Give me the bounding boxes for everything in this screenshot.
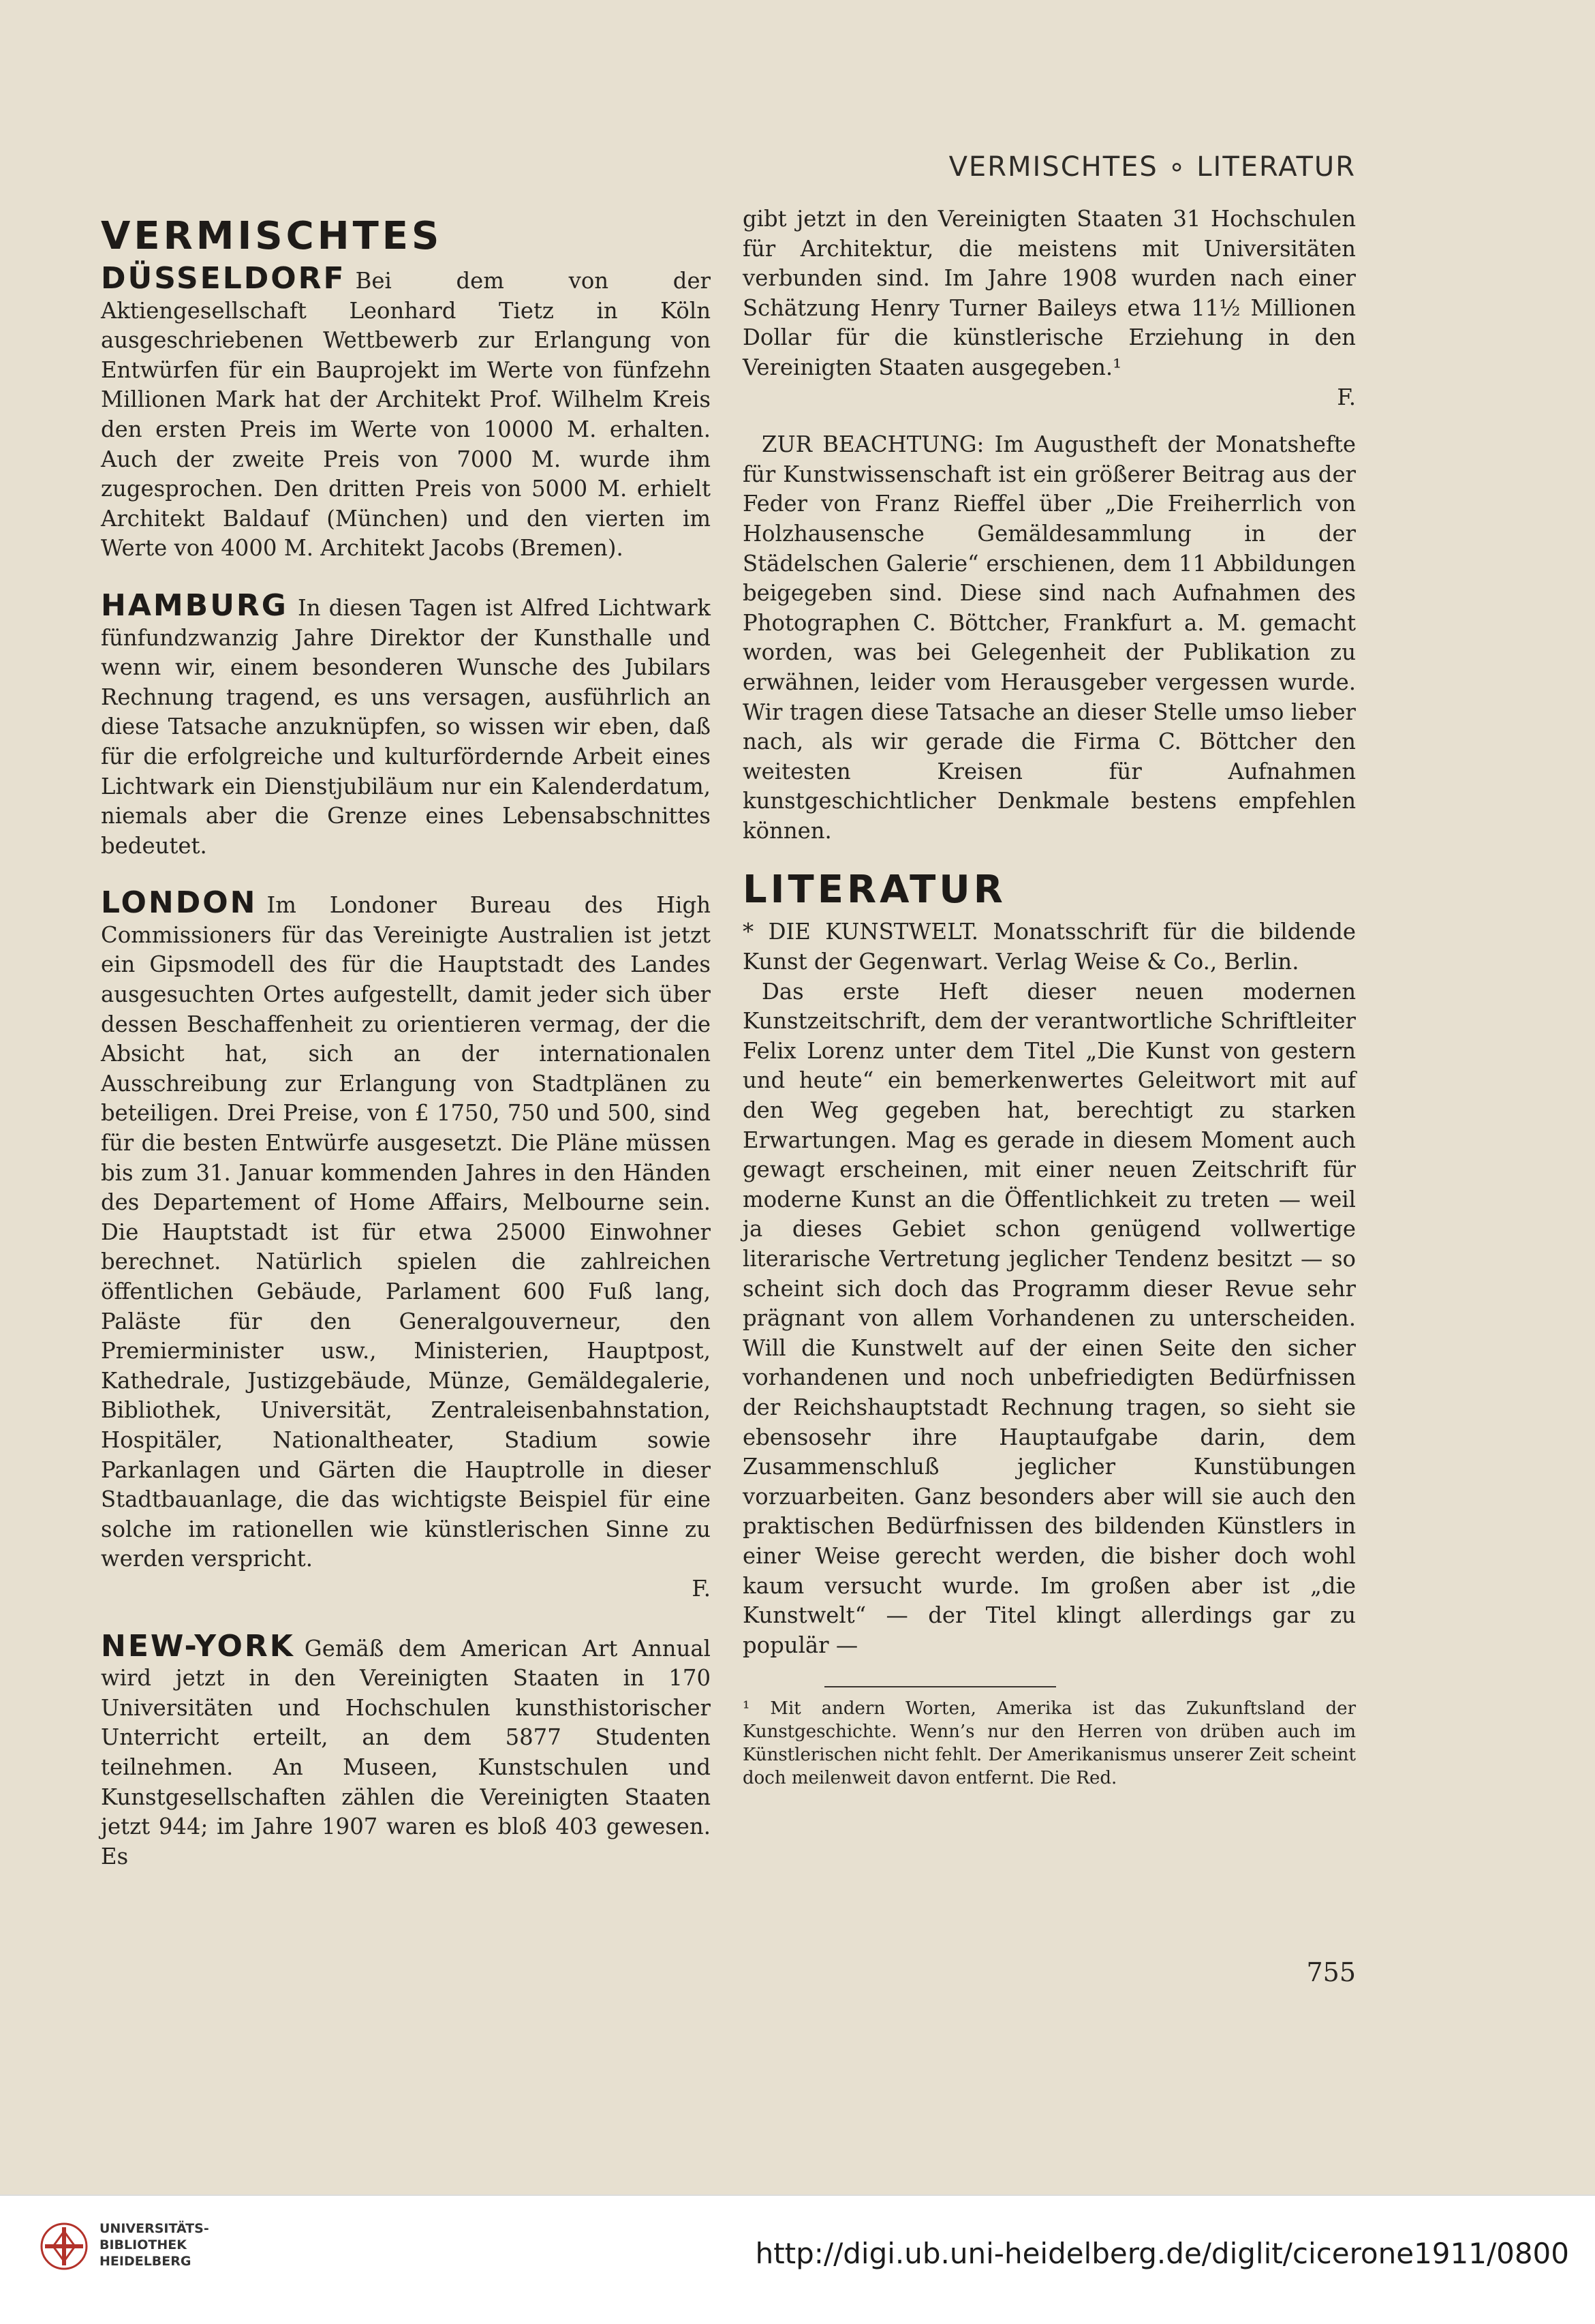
library-name-line: UNIVERSITÄTS- xyxy=(99,2221,209,2236)
literature-entry-body: Das erste Heft dieser neuen modernen Kunstzeitschrift, dem der verantwortliche Schriftleiter Felix Lorenz unter dem Titel „Die Kunst von gestern und heute“ ein bemerkenwertes Geleitwort mit auf den Weg gegeben hat, berechtigt zu starken Erwartungen. Mag es gerade in diesem Moment auch gewagt erscheinen, mit einer neuen Zeitschrift für moderne Kunst an die Öffentlichkeit zu treten — weil ja dieses Gebiet schon genügend vollwertige literarische Vertretung jeglicher Tendenz besitzt — so scheint sich doch das Programm dieser Revue sehr prägnant von allem Vorhandenen zu unterscheiden. Will die Kunstwelt auf der einen Seite den sicher vorhandenen und noch unbefriedigten Bedürfnissen der Reichshauptstadt Rechnung tragen, so sieht sie ebensosehr ihre Hauptaufgabe darin, dem Zusammenschluß jeglicher Kunstübungen vorzuarbeiten. Ganz besonders aber will sie auch den praktischen Bedürfnissen des bildenden Künstlers in einer Weise gerecht werden, die bisher doch wohl kaum versucht wurde. Im großen aber ist „die Kunstwelt“ — der Titel klingt allerdings gar zu populär — xyxy=(743,978,1356,1658)
entry-paragraph xyxy=(101,587,711,861)
entry-new-york xyxy=(101,1628,711,1872)
entry-signature: F. xyxy=(692,1575,711,1602)
entry-heading: HAMBURG xyxy=(101,587,288,623)
entry-signature: F. xyxy=(1337,384,1356,410)
entry-heading: NEW-YORK xyxy=(101,1628,295,1664)
entry-paragraph xyxy=(101,885,711,1604)
source-url-link[interactable]: http://digi.ub.uni-heidelberg.de/diglit/cicerone1911/0800 xyxy=(755,2237,1569,2270)
entry-hamburg xyxy=(101,587,711,861)
entry-text: In diesen Tagen ist Alfred Lichtwark fünfundzwanzig Jahre Direktor der Kunsthalle und wenn wir, einem besonderen Wunsche des Jubilars Rechnung tragend, es uns versagen, ausführlich an diese Tatsache anzuknüpfen, so wissen wir eben, daß für die erfolgreiche und kulturfördernde Arbeit eines Lichtwark ein Dienstjubiläum nur ein Kalenderdatum, niemals aber die Grenze eines Lebensabschnittes bedeutet. xyxy=(101,594,711,859)
entry-london xyxy=(101,885,711,1604)
entry-heading: LONDON xyxy=(101,885,258,921)
page-number: 755 xyxy=(1306,1957,1356,1987)
new-york-continuation xyxy=(743,204,1356,412)
footnote-divider xyxy=(824,1686,1056,1687)
section-title-vermischtes: VERMISCHTES xyxy=(101,214,443,258)
library-name xyxy=(99,2220,209,2269)
running-head: VERMISCHTES ∘ LITERATUR xyxy=(948,151,1356,183)
entry-text: Gemäß dem American Art Annual wird jetzt in den Vereinigten Staaten in 170 Universitäten und Hochschulen kunsthistorischer Unterricht erteilt, an dem 5877 Studenten teilnehmen. An Museen, Kunstschulen und Kunstgesellschaften zählen die Vereinigten Staaten jetzt 944; im Jahre 1907 waren es bloß 403 gewesen. Es xyxy=(101,1635,711,1869)
footnote: ¹ Mit andern Worten, Amerika ist das Zukunftsland der Kunstgeschichte. Wenn’s nur den Herren von drüben auch im Künstlerischen nicht fehlt. Der Amerikanismus unserer Zeit scheint doch meilenweit davon entfernt. Die Red. xyxy=(743,1698,1356,1789)
left-column xyxy=(101,204,711,1899)
library-name-line: BIBLIOTHEK xyxy=(99,2237,187,2252)
entry-text: Bei dem von der Aktiengesellschaft Leonhard Tietz in Köln ausgeschriebenen Wettbewerb zur Erlangung von Entwürfen für ein Bauprojekt im Werte von fünfzehn Millionen Mark hat der Architekt Prof. Wilhelm Kreis den ersten Preis im Werte von 10000 M. erhalten. Auch der zweite Preis von 7000 M. wurde ihm zugesprochen. Den dritten Preis von 5000 M. erhielt Architekt Baldauf (München) und den vierten im Werte von 4000 M. Architekt Jacobs (Bremen). xyxy=(101,268,711,562)
section-title-literatur: LITERATUR xyxy=(743,868,1006,913)
library-name-line: HEIDELBERG xyxy=(99,2254,191,2269)
entry-paragraph xyxy=(101,1628,711,1872)
entry-heading: DÜSSELDORF xyxy=(101,261,346,296)
library-footer xyxy=(0,2195,1595,2324)
literature-entry-heading: * DIE KUNSTWELT. Monatsschrift für die bildende Kunst der Gegenwart. Verlag Weise & Co., Berlin. xyxy=(743,919,1356,975)
entry-text: Im Londoner Bureau des High Commissioners für das Vereinigte Australien ist jetzt ein Gipsmodell des für die Hauptstadt des Landes ausgesuchten Ortes aufgestellt, damit jeder sich über dessen Beschaffenheit zu orientieren vermag, der die Absicht hat, sich an der internationalen Ausschreibung zur Erlangung von Stadtplänen zu beteiligen. Drei Preise, von £ 1750, 750 und 500, sind für die besten Entwürfe ausgesetzt. Die Pläne müssen bis zum 31. Januar kommenden Jahres in den Händen des Departement of Home Affairs, Melbourne sein. Die Hauptstadt ist für etwa 25000 Einwohner berechnet. Natürlich spielen die zahlreichen öffentlichen Gebäude, Parlament 600 Fuß lang, Paläste für den Generalgouverneur, den Premierminister usw., Ministerien, Hauptpost, Kathedrale, Justizgebäude, Münze, Gemäldegalerie, Bibliothek, Universität, Zentraleisenbahnstation, Hospitäler, Nationaltheater, Stadium sowie Parkanlagen und Gärten die Hauptrolle in dieser Stadtbauanlage, die das wichtigste Beispiel für eine solche im rationellen wie künstlerischen Sinne zu werden verspricht. xyxy=(101,892,711,1572)
notice-zur-beachtung: ZUR BEACHTUNG: Im Augustheft der Monatshefte für Kunstwissenschaft ist ein größerer Beitrag aus der Feder von Franz Rieffel über „Die Freiherrlich von Holzhausensche Gemäldesammlung in der Städelschen Galerie“ erschienen, dem 11 Abbildungen beigegeben sind. Diese sind nach Aufnahmen des Photographen C. Böttcher, Frankfurt a. M. gemacht worden, was bei Gelegenheit der Publikation zu erwähnen, leider vom Herausgeber vergessen wurde. Wir tragen diese Tatsache an dieser Stelle umso lieber nach, als wir gerade die Firma C. Böttcher den weitesten Kreisen für Aufnahmen kunstgeschichtlicher Denkmale bestens empfehlen können. xyxy=(743,431,1356,844)
continuation-text: gibt jetzt in den Vereinigten Staaten 31 Hochschulen für Architektur, die meistens mit Universitäten verbunden sind. Im Jahre 1908 wurden nach einer Schätzung Henry Turner Baileys etwa 11½ Millionen Dollar für die künstlerische Erziehung in den Vereinigten Staaten ausgegeben.¹ xyxy=(743,206,1356,380)
library-seal-icon xyxy=(40,2222,89,2271)
right-column xyxy=(743,204,1356,1790)
entry-duesseldorf xyxy=(101,261,711,564)
entry-paragraph xyxy=(101,261,711,564)
